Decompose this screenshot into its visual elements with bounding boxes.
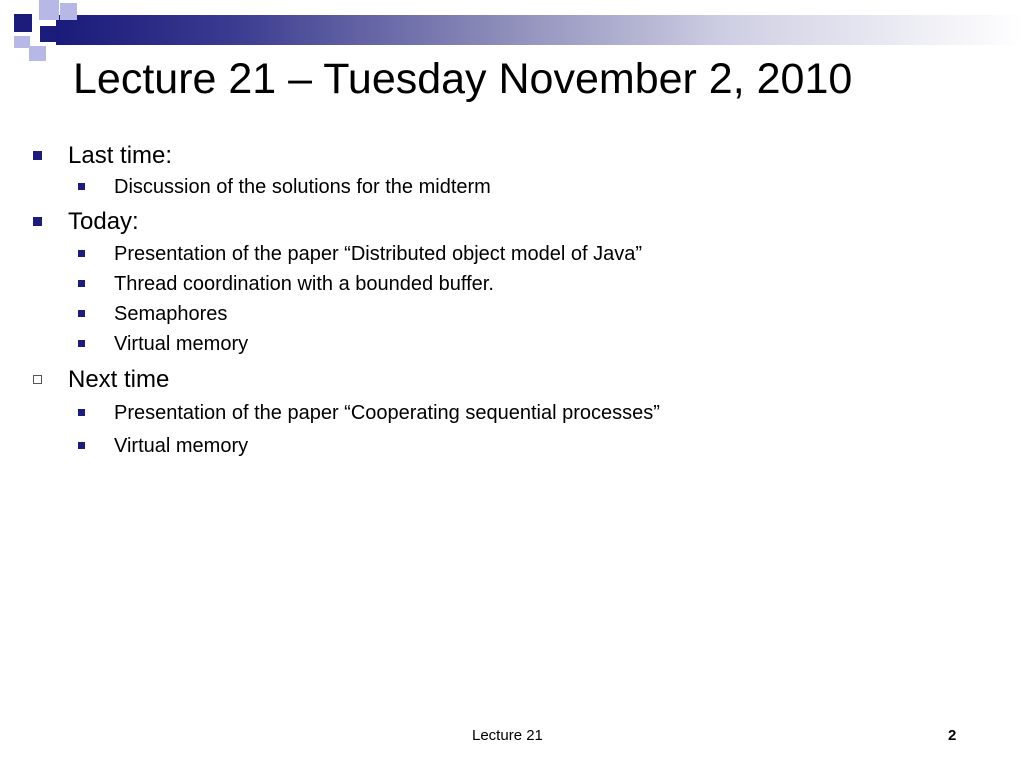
sub-bullet-square-icon: [78, 183, 85, 190]
sub-bullet-item: Virtual memory: [114, 333, 249, 355]
page-number: 2: [948, 727, 957, 744]
sub-bullet-square-icon: [78, 409, 85, 416]
bullet-square-icon: [33, 217, 42, 226]
sub-bullet-square-icon: [78, 340, 85, 347]
slide-title: Lecture 21 – Tuesday November 2, 2010: [73, 55, 853, 103]
bullet-square-icon: [33, 151, 42, 160]
sub-bullet-item: Thread coordination with a bounded buffer.: [114, 273, 494, 295]
bullet-today: Today:: [68, 208, 139, 235]
sub-bullet-square-icon: [78, 442, 85, 449]
sub-bullet-item: Discussion of the solutions for the midterm: [114, 176, 491, 198]
bullet-next-time: Next time: [68, 366, 170, 393]
footer-label: Lecture 21: [472, 727, 543, 744]
sub-bullet-square-icon: [78, 280, 85, 287]
bullet-hollow-square-icon: [33, 375, 42, 384]
sub-bullet-item: Semaphores: [114, 303, 228, 325]
sub-bullet-item: Presentation of the paper “Cooperating sequential processes”: [114, 402, 660, 424]
sub-bullet-item: Virtual memory: [114, 435, 249, 457]
sub-bullet-square-icon: [78, 250, 85, 257]
sub-bullet-square-icon: [78, 310, 85, 317]
bullet-last-time: Last time:: [68, 142, 173, 169]
sub-bullet-item: Presentation of the paper “Distributed object model of Java”: [114, 243, 643, 265]
